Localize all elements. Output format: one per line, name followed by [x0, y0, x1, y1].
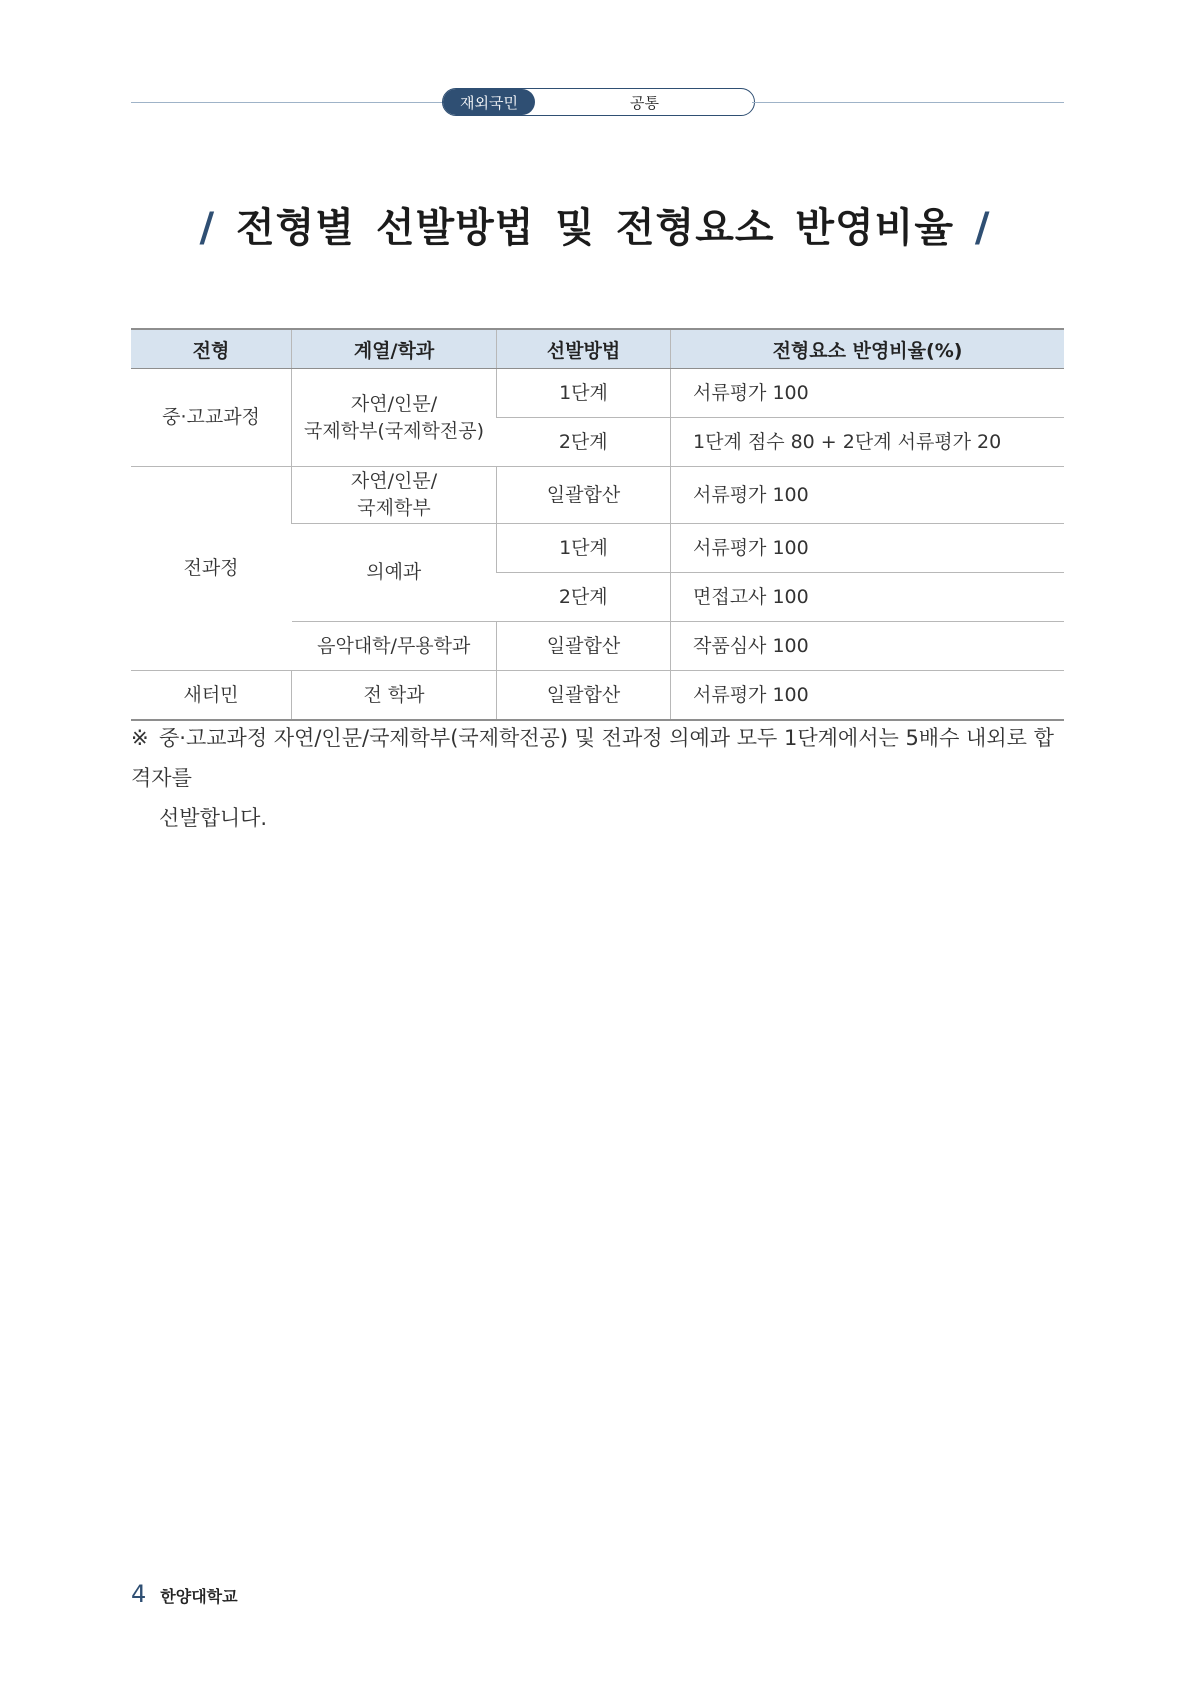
- header-rule-right: [752, 102, 1064, 103]
- title-slash-left: /: [199, 205, 216, 251]
- department-line: 자연/인문/: [350, 392, 438, 415]
- ratio-cell: 면접고사 100: [671, 573, 1065, 622]
- admission-cell: 전과정: [131, 467, 292, 671]
- page-title: [0, 196, 1190, 253]
- col-header-department: 계열/학과: [292, 329, 497, 369]
- ratio-cell: 작품심사 100: [671, 622, 1065, 671]
- department-cell: 음악대학/무용학과: [292, 622, 497, 671]
- department-line: 국제학부(국제학전공): [303, 419, 484, 442]
- footnote: [131, 718, 1071, 838]
- method-cell: 일괄합산: [497, 467, 671, 524]
- footnote-text: 중·고교과정 자연/인문/국제학부(국제학전공) 및 전과정 의예과 모두 1단계에서는 5배수 내외로 합격자를: [131, 726, 1054, 790]
- col-header-method: 선발방법: [497, 329, 671, 369]
- department-cell: 전 학과: [292, 671, 497, 721]
- ratio-cell: 서류평가 100: [671, 467, 1065, 524]
- category-tag-primary: 재외국민: [443, 89, 535, 115]
- method-cell: 1단계: [497, 524, 671, 573]
- department-cell: 의예과: [292, 524, 497, 622]
- table-row: [131, 671, 1064, 721]
- table-header-row: [131, 329, 1064, 369]
- ratio-cell: 서류평가 100: [671, 524, 1065, 573]
- title-slash-right: /: [974, 205, 991, 251]
- method-cell: 2단계: [497, 573, 671, 622]
- method-cell: 2단계: [497, 418, 671, 467]
- university-name: 한양대학교: [160, 1587, 238, 1606]
- method-cell: 일괄합산: [497, 622, 671, 671]
- department-line: 국제학부: [357, 497, 431, 519]
- selection-method-table: [131, 328, 1064, 721]
- title-text: 전형별 선발방법 및 전형요소 반영비율: [236, 205, 954, 251]
- col-header-ratio: 전형요소 반영비율(%): [671, 329, 1065, 369]
- admission-cell: 새터민: [131, 671, 292, 721]
- ratio-cell: 1단계 점수 80 + 2단계 서류평가 20: [671, 418, 1065, 467]
- method-cell: 1단계: [497, 369, 671, 418]
- footnote-line: [131, 718, 1071, 798]
- reference-mark: ※: [131, 726, 149, 750]
- department-cell: [292, 369, 497, 467]
- footnote-line: 선발합니다.: [159, 806, 268, 830]
- ratio-cell: 서류평가 100: [671, 671, 1065, 721]
- ratio-cell: 서류평가 100: [671, 369, 1065, 418]
- header-rule-left: [131, 102, 445, 103]
- table-row: [131, 369, 1064, 418]
- department-line: 자연/인문/: [350, 470, 438, 492]
- page-footer: [131, 1580, 238, 1608]
- method-cell: 일괄합산: [497, 671, 671, 721]
- category-tag-secondary: 공통: [630, 93, 659, 112]
- admission-cell: 중·고교과정: [131, 369, 292, 467]
- page-number: 4: [131, 1580, 147, 1608]
- department-cell: [292, 467, 497, 524]
- table-row: [131, 467, 1064, 524]
- col-header-admission: 전형: [131, 329, 292, 369]
- category-tag: [442, 88, 755, 116]
